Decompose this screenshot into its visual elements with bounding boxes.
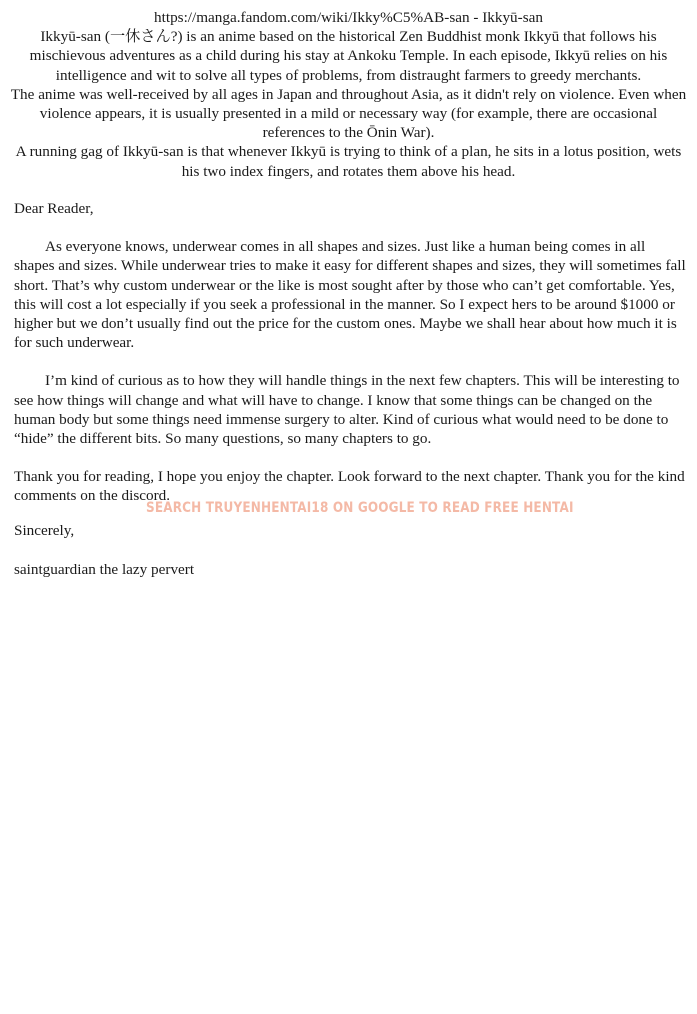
source-url-line: https://manga.fandom.com/wiki/Ikky%C5%AB-san - Ikkyū-san [154,9,543,26]
excerpt-paragraph: Ikkyū-san (一休さん?) is an anime based on the historical Zen Buddhist monk Ikkyū that follows his mischievous adventures as a child during his stay at Ankoku Temple. In each episode, Ikkyū relies on his intelligence and wit to solve all types of problems, from distraught farmers to greedy merchants. [29,28,668,84]
letter-paragraph: As everyone knows, underwear comes in all shapes and sizes. Just like a human being comes in all shapes and sizes. While underwear tries to make it easy for different shapes and sizes, they will sometimes fall short. That’s why custom underwear or the like is most sought after by those who can’t get comfortable. Yes, this will cost a lot especially if you seek a professional in the manner. So I expect hers to be around $1000 or higher but we don’t usually find out the price for the custom ones. Maybe we shall hear about how much it is for such underwear. [14,238,686,352]
letter-greeting: Dear Reader, [14,200,94,217]
translator-letter [14,199,686,506]
letter-closing: Sincerely, [14,522,75,539]
letter-thanks: Thank you for reading, I hope you enjoy the chapter. Look forward to the next chapter. Thank you for the kind comments on the discord. [14,468,685,505]
watermark-text: SEARCH TRUYENHENTAI18 ON GOOGLE TO READ FREE HENTAI [146,500,574,516]
letter-paragraph: I’m kind of curious as to how they will handle things in the next few chapters. This will be interesting to see how things will change and what will have to change. I know that some things can be changed on the human body but some things need immense surgery to alter. Kind of curious what would need to be done to “hide” the different bits. So many questions, so many chapters to go. [14,372,680,448]
excerpt-paragraph: A running gag of Ikkyū-san is that whenever Ikkyū is trying to think of a plan, he sits in a lotus position, wets his two index fingers, and rotates them above his head. [15,143,682,180]
letter-signature: saintguardian the lazy pervert [14,561,195,578]
source-excerpt [8,8,689,181]
excerpt-paragraph: The anime was well-received by all ages in Japan and throughout Asia, as it didn't rely on violence. Even when violence appears, it is usually presented in a mild or necessary way (for example, there are occasional references to the Ōnin War). [10,85,687,142]
